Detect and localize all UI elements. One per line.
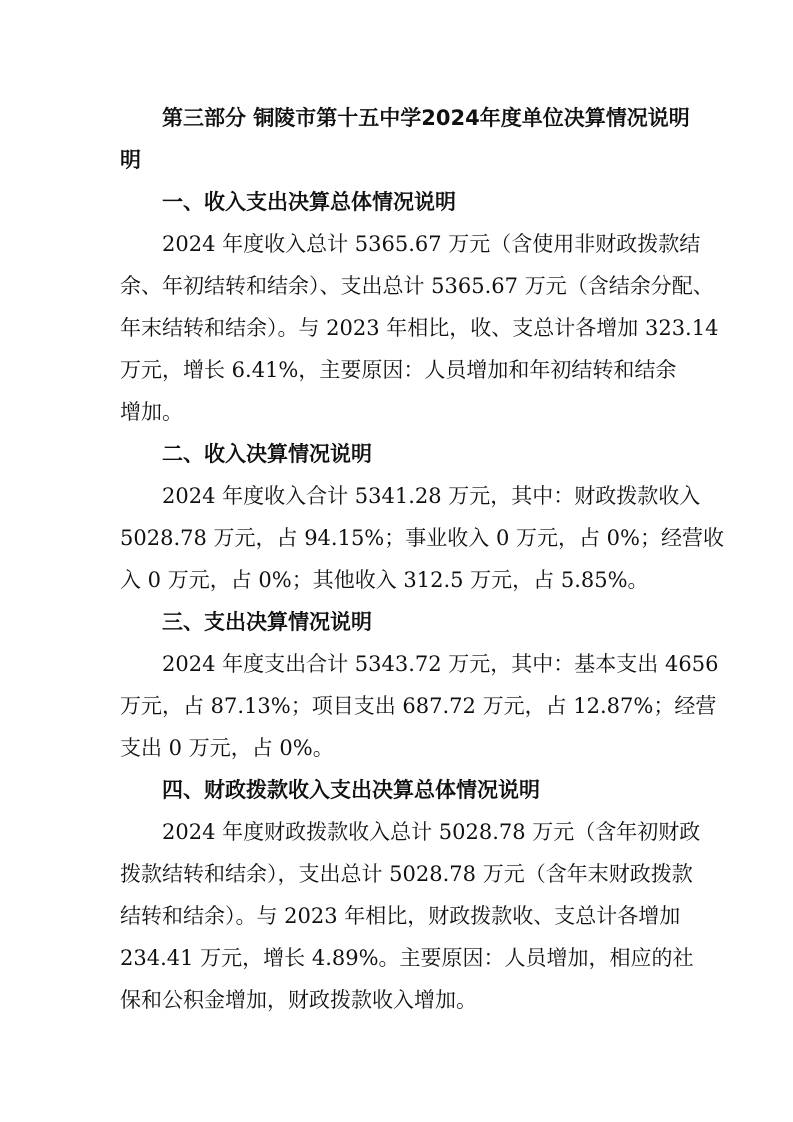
page-title-continuation: 明 xyxy=(120,148,141,172)
section-heading-4: 四、财政拨款收入支出决算总体情况说明 xyxy=(162,778,540,802)
section-heading-1: 一、收入支出决算总体情况说明 xyxy=(162,190,456,214)
section-heading-3: 三、支出决算情况说明 xyxy=(162,610,372,634)
section-heading-2: 二、收入决算情况说明 xyxy=(162,442,372,466)
section-4-paragraph-line: 2024 年度财政拨款收入总计 5028.78 万元（含年初财政 xyxy=(162,820,701,844)
section-1-paragraph-line: 增加。 xyxy=(120,400,183,424)
section-2-paragraph-line: 2024 年度收入合计 5341.28 万元，其中：财政拨款收入 xyxy=(162,484,701,508)
page-title: 第三部分 铜陵市第十五中学2024年度单位决算情况说明 xyxy=(162,106,690,130)
section-3-paragraph-line: 2024 年度支出合计 5343.72 万元，其中：基本支出 4656 xyxy=(162,652,719,676)
section-1-paragraph-line: 余、年初结转和结余）、支出总计 5365.67 万元（含结余分配、 xyxy=(120,274,714,298)
section-4-paragraph-line: 保和公积金增加，财政拨款收入增加。 xyxy=(120,988,477,1012)
section-3-paragraph-line: 支出 0 万元，占 0%。 xyxy=(120,736,334,760)
section-1-paragraph-line: 2024 年度收入总计 5365.67 万元（含使用非财政拨款结 xyxy=(162,232,701,256)
section-1-paragraph-line: 年末结转和结余）。与 2023 年相比，收、支总计各增加 323.14 xyxy=(120,316,719,340)
section-4-paragraph-line: 234.41 万元，增长 4.89%。主要原因：人员增加，相应的社 xyxy=(120,946,694,970)
section-4-paragraph-line: 结转和结余）。与 2023 年相比，财政拨款收、支总计各增加 xyxy=(120,904,681,928)
section-1-paragraph-line: 万元，增长 6.41%，主要原因：人员增加和年初结转和结余 xyxy=(120,358,677,382)
section-4-paragraph-line: 拨款结转和结余），支出总计 5028.78 万元（含年末财政拨款 xyxy=(120,862,693,886)
section-3-paragraph-line: 万元，占 87.13%；项目支出 687.72 万元，占 12.87%；经营 xyxy=(120,694,717,718)
section-2-paragraph-line: 入 0 万元，占 0%；其他收入 312.5 万元，占 5.85%。 xyxy=(120,568,649,592)
section-2-paragraph-line: 5028.78 万元，占 94.15%；事业收入 0 万元，占 0%；经营收 xyxy=(120,526,724,550)
